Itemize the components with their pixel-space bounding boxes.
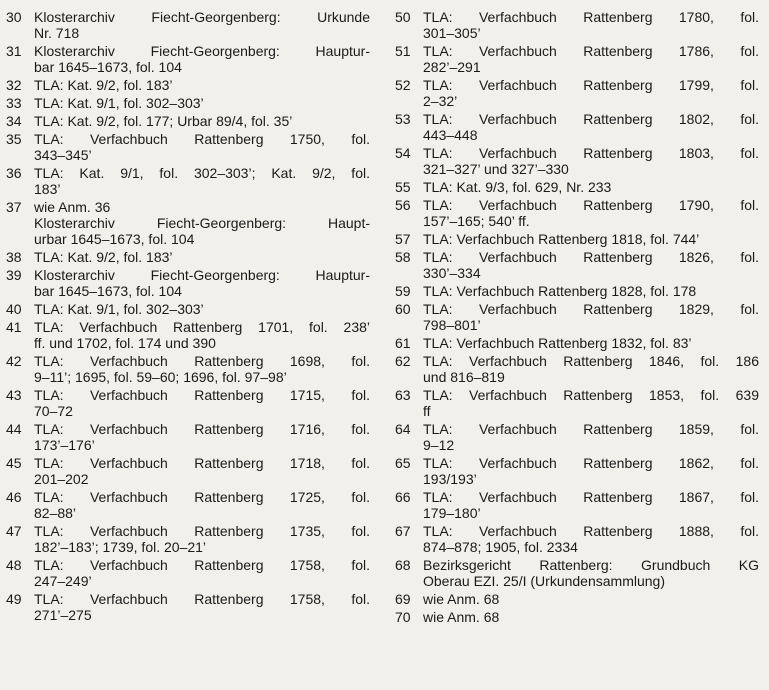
footnote-line: TLA: Verfachbuch Rattenberg 1790, fol.: [423, 197, 759, 213]
footnote-line: TLA: Verfachbuch Rattenberg 1859, fol.: [423, 421, 759, 437]
footnote-line: 321–327’ und 327’–330: [423, 161, 569, 177]
footnote-53: [395, 111, 759, 143]
footnote-line: TLA: Verfachbuch Rattenberg 1828, fol. 178: [423, 283, 697, 299]
footnote-number: 61: [395, 335, 411, 351]
footnote-number: 33: [6, 95, 22, 111]
footnote-line: TLA: Kat. 9/2, fol. 183’: [34, 249, 173, 265]
footnote-line: 443–448: [423, 127, 478, 143]
footnote-60: [395, 301, 759, 333]
footnote-line: 330’–334: [423, 265, 481, 281]
footnote-line: TLA: Verfachbuch Rattenberg 1799, fol.: [423, 77, 759, 93]
footnote-text: [34, 9, 370, 41]
footnote-line: TLA: Verfachbuch Rattenberg 1832, fol. 83’: [423, 335, 692, 351]
footnote-line: 301–305’: [423, 25, 481, 41]
footnote-46: [6, 489, 370, 521]
footnote-line: TLA: Verfachbuch Rattenberg 1735, fol.: [34, 523, 370, 539]
footnote-54: [395, 145, 759, 177]
footnote-34: [6, 113, 370, 129]
footnote-text: [423, 145, 759, 177]
footnote-number: 66: [395, 489, 411, 505]
footnote-45: [6, 455, 370, 487]
footnote-30: [6, 9, 370, 41]
footnote-text: [34, 387, 370, 419]
footnote-line: TLA: Kat. 9/1, fol. 302–303’: [34, 95, 204, 111]
footnote-number: 32: [6, 77, 22, 93]
footnote-number: 38: [6, 249, 22, 265]
footnote-text: [423, 231, 759, 247]
footnote-number: 62: [395, 353, 411, 369]
footnote-number: 51: [395, 43, 411, 59]
footnote-text: [34, 113, 370, 129]
footnote-line: TLA: Verfachbuch Rattenberg 1716, fol.: [34, 421, 370, 437]
footnote-31: [6, 43, 370, 75]
footnote-text: [423, 197, 759, 229]
footnote-line: 247–249’: [34, 573, 92, 589]
footnote-number: 55: [395, 179, 411, 195]
footnote-55: [395, 179, 759, 195]
footnote-58: [395, 249, 759, 281]
footnote-line: 82–88’: [34, 505, 77, 521]
footnote-number: 67: [395, 523, 411, 539]
footnote-number: 40: [6, 301, 22, 317]
footnote-66: [395, 489, 759, 521]
footnote-number: 56: [395, 197, 411, 213]
footnote-line: TLA: Verfachbuch Rattenberg 1853, fol. 639: [423, 387, 759, 403]
footnote-line: 9–11’; 1695, fol. 59–60; 1696, fol. 97–98’: [34, 369, 287, 385]
footnote-number: 41: [6, 319, 22, 335]
footnote-50: [395, 9, 759, 41]
footnote-number: 58: [395, 249, 411, 265]
footnote-line: 183’: [34, 181, 61, 197]
footnote-line: Bezirksgericht Rattenberg: Grundbuch KG: [423, 557, 759, 573]
footnote-text: [34, 131, 370, 163]
footnote-text: [423, 335, 759, 351]
footnote-line: TLA: Kat. 9/3, fol. 629, Nr. 233: [423, 179, 612, 195]
footnote-number: 46: [6, 489, 22, 505]
footnote-line: 193/193’: [423, 471, 477, 487]
footnote-line: 173’–176’: [34, 437, 95, 453]
footnote-text: [423, 43, 759, 75]
footnote-line: TLA: Verfachbuch Rattenberg 1846, fol. 186: [423, 353, 759, 369]
footnote-line: 2–32’: [423, 93, 458, 109]
footnote-line: 343–345’: [34, 147, 92, 163]
footnote-text: [34, 165, 370, 197]
footnote-number: 36: [6, 165, 22, 181]
footnote-line: 182’–183’; 1739, fol. 20–21’: [34, 539, 207, 555]
footnote-text: [34, 95, 370, 111]
footnote-52: [395, 77, 759, 109]
footnote-number: 65: [395, 455, 411, 471]
footnote-36: [6, 165, 370, 197]
footnote-text: [423, 249, 759, 281]
footnote-text: [423, 421, 759, 453]
footnote-number: 42: [6, 353, 22, 369]
footnote-text: [34, 523, 370, 555]
footnote-38: [6, 249, 370, 265]
footnote-number: 44: [6, 421, 22, 437]
footnote-37: [6, 199, 370, 247]
footnote-text: [423, 301, 759, 333]
footnote-text: [34, 43, 370, 75]
footnote-line: Klosterarchiv Fiecht-Georgenberg: Urkunde: [34, 9, 370, 25]
footnote-line: Klosterarchiv Fiecht-Georgenberg: Hauptur-: [34, 43, 370, 59]
footnote-line: TLA: Verfachbuch Rattenberg 1826, fol.: [423, 249, 759, 265]
footnote-number: 52: [395, 77, 411, 93]
footnote-line: 179–180’: [423, 505, 481, 521]
footnote-33: [6, 95, 370, 111]
footnote-line: 201–202: [34, 471, 89, 487]
footnote-line: Klosterarchiv Fiecht-Georgenberg: Haupt-: [34, 215, 370, 231]
footnote-line: 70–72: [34, 403, 73, 419]
footnote-text: [423, 179, 759, 195]
footnote-text: [34, 455, 370, 487]
footnote-number: 39: [6, 267, 22, 283]
footnote-line: TLA: Verfachbuch Rattenberg 1818, fol. 744’: [423, 231, 700, 247]
footnote-text: [423, 591, 759, 607]
footnote-line: 157’–165; 540’ ff.: [423, 213, 530, 229]
footnote-text: [34, 319, 370, 351]
footnote-line: Klosterarchiv Fiecht-Georgenberg: Hauptur-: [34, 267, 370, 283]
footnote-text: [34, 421, 370, 453]
footnote-line: TLA: Kat. 9/2, fol. 183’: [34, 77, 173, 93]
footnote-text: [423, 523, 759, 555]
footnote-text: [34, 353, 370, 385]
footnote-32: [6, 77, 370, 93]
footnote-number: 37: [6, 199, 22, 215]
footnote-41: [6, 319, 370, 351]
footnote-line: TLA: Verfachbuch Rattenberg 1802, fol.: [423, 111, 759, 127]
footnote-number: 47: [6, 523, 22, 539]
footnote-line: 798–801’: [423, 317, 481, 333]
footnote-44: [6, 421, 370, 453]
footnote-line: 874–878; 1905, fol. 2334: [423, 539, 578, 555]
footnote-number: 63: [395, 387, 411, 403]
footnote-text: [34, 301, 370, 317]
footnote-67: [395, 523, 759, 555]
footnote-line: bar 1645–1673, fol. 104: [34, 283, 182, 299]
footnote-57: [395, 231, 759, 247]
footnote-number: 53: [395, 111, 411, 127]
footnote-number: 69: [395, 591, 411, 607]
notes-column-right: [395, 9, 759, 627]
footnote-64: [395, 421, 759, 453]
footnote-number: 64: [395, 421, 411, 437]
footnote-number: 45: [6, 455, 22, 471]
footnote-number: 48: [6, 557, 22, 573]
footnote-text: [423, 489, 759, 521]
footnote-number: 70: [395, 609, 411, 625]
footnote-line: TLA: Verfachbuch Rattenberg 1867, fol.: [423, 489, 759, 505]
footnote-line: TLA: Verfachbuch Rattenberg 1715, fol.: [34, 387, 370, 403]
footnote-line: TLA: Verfachbuch Rattenberg 1725, fol.: [34, 489, 370, 505]
footnote-63: [395, 387, 759, 419]
footnote-line: 271’–275: [34, 607, 92, 623]
footnote-line: TLA: Verfachbuch Rattenberg 1758, fol.: [34, 591, 370, 607]
footnote-48: [6, 557, 370, 589]
footnote-text: [423, 77, 759, 109]
footnote-number: 59: [395, 283, 411, 299]
footnote-line: TLA: Verfachbuch Rattenberg 1780, fol.: [423, 9, 759, 25]
footnote-39: [6, 267, 370, 299]
footnote-number: 68: [395, 557, 411, 573]
footnote-number: 60: [395, 301, 411, 317]
footnote-text: [423, 283, 759, 299]
footnote-line: wie Anm. 68: [423, 591, 500, 607]
footnote-line: TLA: Verfachbuch Rattenberg 1829, fol.: [423, 301, 759, 317]
footnote-text: [423, 9, 759, 41]
footnote-text: [423, 387, 759, 419]
footnote-line: TLA: Verfachbuch Rattenberg 1701, fol. 238’: [34, 319, 370, 335]
footnote-70: [395, 609, 759, 625]
footnote-text: [34, 77, 370, 93]
footnote-line: TLA: Verfachbuch Rattenberg 1698, fol.: [34, 353, 370, 369]
footnote-line: TLA: Verfachbuch Rattenberg 1718, fol.: [34, 455, 370, 471]
footnote-number: 31: [6, 43, 22, 59]
footnote-51: [395, 43, 759, 75]
footnote-65: [395, 455, 759, 487]
footnote-40: [6, 301, 370, 317]
footnote-line: ff. und 1702, fol. 174 und 390: [34, 335, 216, 351]
footnote-35: [6, 131, 370, 163]
footnote-line: TLA: Verfachbuch Rattenberg 1862, fol.: [423, 455, 759, 471]
footnote-text: [423, 353, 759, 385]
footnote-68: [395, 557, 759, 589]
footnote-line: TLA: Verfachbuch Rattenberg 1758, fol.: [34, 557, 370, 573]
footnote-line: TLA: Verfachbuch Rattenberg 1786, fol.: [423, 43, 759, 59]
footnote-line: und 816–819: [423, 369, 505, 385]
footnote-text: [423, 455, 759, 487]
footnote-line: TLA: Kat. 9/2, fol. 177; Urbar 89/4, fol. 35’: [34, 113, 293, 129]
footnote-42: [6, 353, 370, 385]
footnote-line: TLA: Verfachbuch Rattenberg 1803, fol.: [423, 145, 759, 161]
footnote-line: wie Anm. 68: [423, 609, 500, 625]
footnote-line: ff: [423, 403, 431, 419]
footnote-56: [395, 197, 759, 229]
footnote-text: [34, 489, 370, 521]
footnote-47: [6, 523, 370, 555]
footnote-number: 34: [6, 113, 22, 129]
footnote-text: [34, 557, 370, 589]
footnote-number: 35: [6, 131, 22, 147]
footnote-62: [395, 353, 759, 385]
footnote-line: wie Anm. 36: [34, 199, 111, 215]
footnote-61: [395, 335, 759, 351]
footnote-line: TLA: Verfachbuch Rattenberg 1750, fol.: [34, 131, 370, 147]
footnote-text: [34, 591, 370, 623]
footnote-line: TLA: Verfachbuch Rattenberg 1888, fol.: [423, 523, 759, 539]
footnote-text: [423, 557, 759, 589]
footnote-text: [34, 249, 370, 265]
footnote-number: 49: [6, 591, 22, 607]
footnote-line: 282’–291: [423, 59, 481, 75]
footnote-69: [395, 591, 759, 607]
footnote-line: 9–12: [423, 437, 455, 453]
footnote-text: [34, 199, 370, 247]
footnote-number: 43: [6, 387, 22, 403]
footnote-number: 50: [395, 9, 411, 25]
footnote-43: [6, 387, 370, 419]
footnote-text: [34, 267, 370, 299]
footnote-line: Nr. 718: [34, 25, 80, 41]
footnote-number: 57: [395, 231, 411, 247]
footnote-number: 30: [6, 9, 22, 25]
notes-column-left: [6, 9, 370, 625]
footnote-49: [6, 591, 370, 623]
footnote-text: [423, 111, 759, 143]
footnote-line: urbar 1645–1673, fol. 104: [34, 231, 195, 247]
footnote-line: bar 1645–1673, fol. 104: [34, 59, 182, 75]
footnote-text: [423, 609, 759, 625]
footnote-line: TLA: Kat. 9/1, fol. 302–303’; Kat. 9/2, fol.: [34, 165, 370, 181]
footnote-number: 54: [395, 145, 411, 161]
footnote-line: Oberau EZI. 25/I (Urkundensammlung): [423, 573, 665, 589]
footnote-line: TLA: Kat. 9/1, fol. 302–303’: [34, 301, 204, 317]
footnote-59: [395, 283, 759, 299]
